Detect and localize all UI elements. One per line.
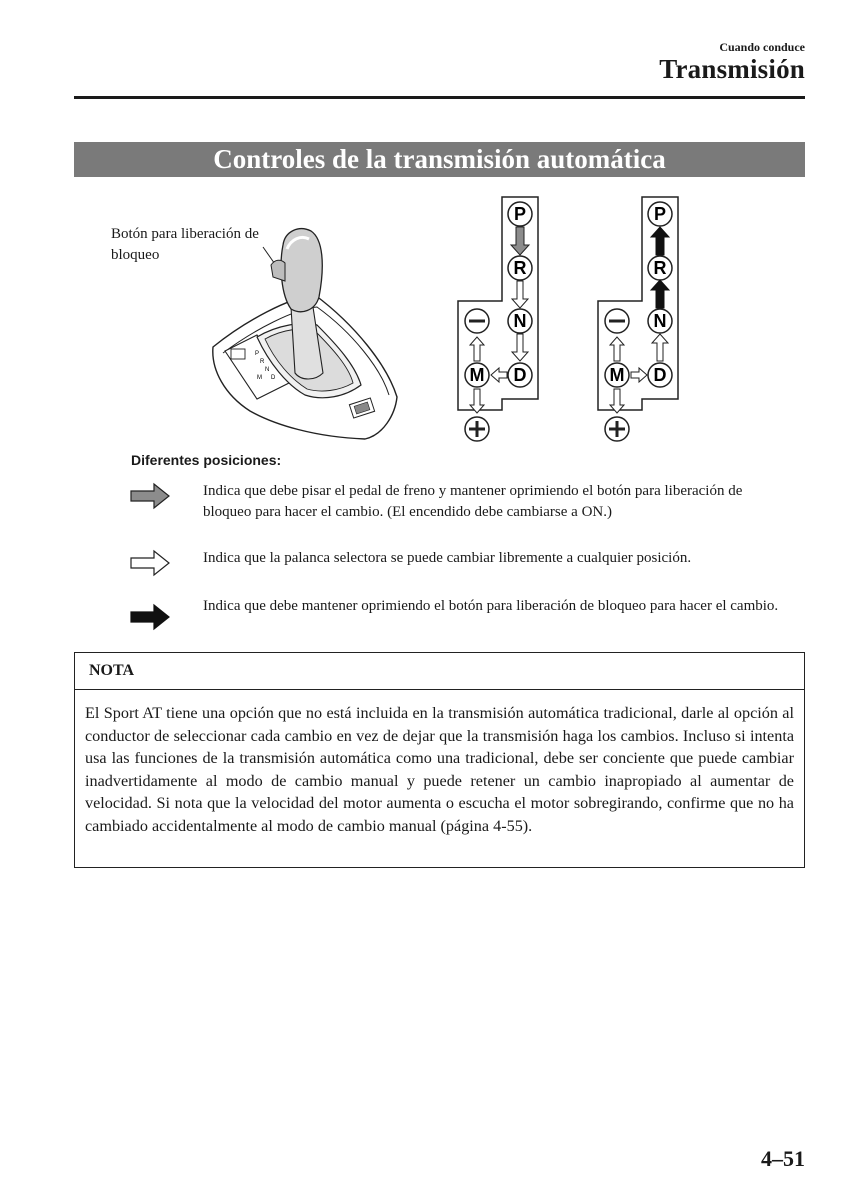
svg-text:R: R: [653, 258, 667, 278]
page-number: 4–51: [761, 1146, 805, 1171]
minus-symbol: [605, 309, 629, 333]
legend-title: Diferentes posiciones:: [131, 452, 282, 468]
svg-text:N: N: [265, 367, 270, 373]
gray-arrow-icon: [128, 481, 172, 511]
shift-gate-diagram-1: [450, 195, 570, 450]
svg-text:D: D: [513, 365, 527, 385]
legend-text: Indica que debe pisar el pedal de freno y mantener oprimiendo el botón para liberación de bloqueo para hacer el cambio. (El encendido debe cambiarse a ON.): [203, 483, 743, 520]
note-heading: NOTA: [75, 653, 804, 690]
svg-text:M: M: [469, 365, 485, 385]
gate-position-p: [508, 202, 532, 226]
note-box: [74, 652, 805, 868]
svg-text:N: N: [513, 311, 527, 331]
svg-text:N: N: [653, 311, 667, 331]
svg-text:M: M: [257, 375, 262, 381]
legend-text: Indica que la palanca selectora se puede cambiar libremente a cualquier posición.: [203, 550, 692, 566]
gate-position-m: [465, 363, 489, 387]
gate-position-p: [648, 202, 672, 226]
svg-text:D: D: [653, 365, 667, 385]
shift-gate-diagram-2: [590, 195, 710, 450]
gate-position-r: [648, 256, 672, 280]
legend-text: Indica que debe mantener oprimiendo el botón para liberación de bloqueo para hacer el cambio.: [203, 598, 779, 614]
plus-symbol: [465, 417, 489, 441]
gate-position-r: [508, 256, 532, 280]
section-banner: Controles de la transmisión automática: [74, 142, 805, 177]
svg-text:P: P: [513, 204, 527, 224]
note-body: El Sport AT tiene una opción que no está incluida en la transmisión automática tradicional, darle al opción al conductor de seleccionar cada cambio en vez de dejar que la transmisión haga los cambios. Incluso si intenta usa las funciones de la transmisión automática como una tradicional, debe ser conciente que puede cambiar inadvertidamente al modo de cambio manual y puede retener un cambio inapropiado al aumentar de velocidad. Si nota que la velocidad del motor aumenta o escucha el motor sobregirando, confirme que no ha cambiado accidentalmente al modo de cambio manual (página 4-55).: [85, 704, 794, 835]
gate-position-d: [648, 363, 672, 387]
black-arrow-icon: [128, 602, 172, 632]
white-arrow-icon: [128, 548, 172, 578]
svg-text:R: R: [513, 258, 527, 278]
svg-text:R: R: [260, 359, 265, 365]
gate-position-d: [508, 363, 532, 387]
svg-text:P: P: [653, 204, 667, 224]
minus-symbol: [465, 309, 489, 333]
svg-text:D: D: [271, 375, 276, 381]
chapter-title: Transmisión: [659, 54, 805, 84]
header-rule: [74, 96, 805, 99]
section-name: Cuando conduce: [719, 40, 805, 54]
release-button-callout: Botón para liberación de bloqueo: [111, 226, 259, 263]
shift-lever-illustration: [205, 225, 405, 445]
gate-position-n: [648, 309, 672, 333]
svg-text:M: M: [609, 365, 625, 385]
gate-position-m: [605, 363, 629, 387]
gate-position-n: [508, 309, 532, 333]
plus-symbol: [605, 417, 629, 441]
svg-text:P: P: [255, 351, 260, 357]
